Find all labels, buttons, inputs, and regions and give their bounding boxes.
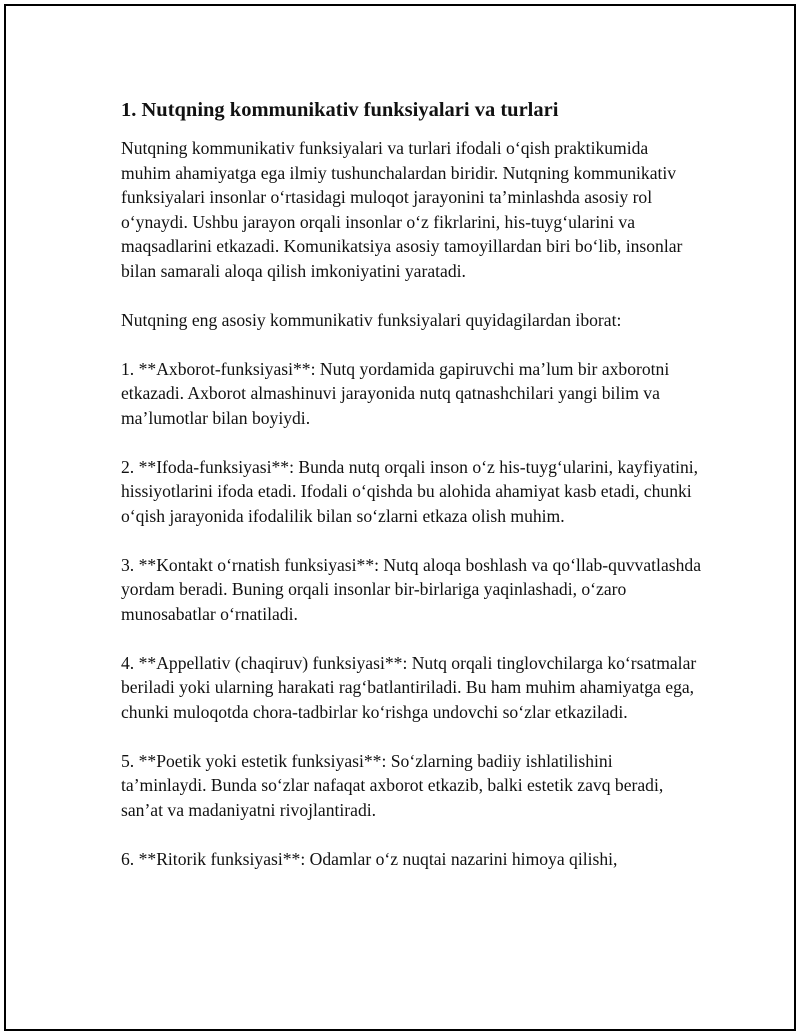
- list-item-ritorik: 6. **Ritorik funksiyasi**: Odamlar o‘z nuqtai nazarini himoya qilishi,: [121, 848, 618, 869]
- intro-paragraph: Nutqning kommunikativ funksiyalari va turlari ifodali o‘qish praktikumida muhim ahamiyatga ega ilmiy tushunchalardan biridir. Nutqning kommunikativ funksiyalari insonlar o‘rtasidagi muloqot jarayonini ta’minlashda asosiy rol o‘ynaydi. Ushbu jarayon orqali insonlar o‘z fikrlarini, his-tuyg‘ularini va maqsadlarini etkazadi. Komunikatsiya asosiy tamoyillardan biri bo‘lib, insonlar bilan samarali aloqa qilish imkoniyatini yaratadi.: [121, 138, 683, 281]
- document-page: [4, 4, 796, 1031]
- list-intro-paragraph: Nutqning eng asosiy kommunikativ funksiyalari quyidagilardan iborat:: [121, 309, 622, 330]
- list-item-kontakt: 3. **Kontakt o‘rnatish funksiyasi**: Nutq aloqa boshlash va qo‘llab-quvvatlashda yordam beradi. Buning orqali insonlar bir-birlariga yaqinlashadi, o‘zaro munosabatlar o‘rnatiladi.: [121, 554, 702, 624]
- document-body: [121, 96, 701, 896]
- list-item-axborot: 1. **Axborot-funksiyasi**: Nutq yordamida gapiruvchi ma’lum bir axborotni etkazadi. Axborot almashinuvi jarayonida nutq qatnashchilari yangi bilim va ma’lumotlar bilan boyiydi.: [121, 358, 670, 428]
- list-item-ifoda: 2. **Ifoda-funksiyasi**: Bunda nutq orqali inson o‘z his-tuyg‘ularini, kayfiyatini, hissiyotlarini ifoda etadi. Ifodali o‘qishda bu alohida ahamiyat kasb etadi, chunki o‘qish jarayonida ifodalilik bilan so‘zlarni etkaza olish muhim.: [121, 456, 699, 526]
- section-title: 1. Nutqning kommunikativ funksiyalari va turlari: [121, 99, 559, 121]
- list-item-appellativ: 4. **Appellativ (chaqiruv) funksiyasi**: Nutq orqali tinglovchilarga ko‘rsatmalar beriladi yoki ularning harakati rag‘batlantiriladi. Bu ham muhim ahamiyatga ega, chunki muloqotda chora-tadbirlar ko‘rishga undovchi so‘zlar etkaziladi.: [121, 652, 697, 722]
- list-item-poetik: 5. **Poetik yoki estetik funksiyasi**: So‘zlarning badiiy ishlatilishini ta’minlaydi. Bunda so‘zlar nafaqat axborot etkazib, balki estetik zavq beradi, san’at va madaniyatni rivojlantiradi.: [121, 750, 664, 820]
